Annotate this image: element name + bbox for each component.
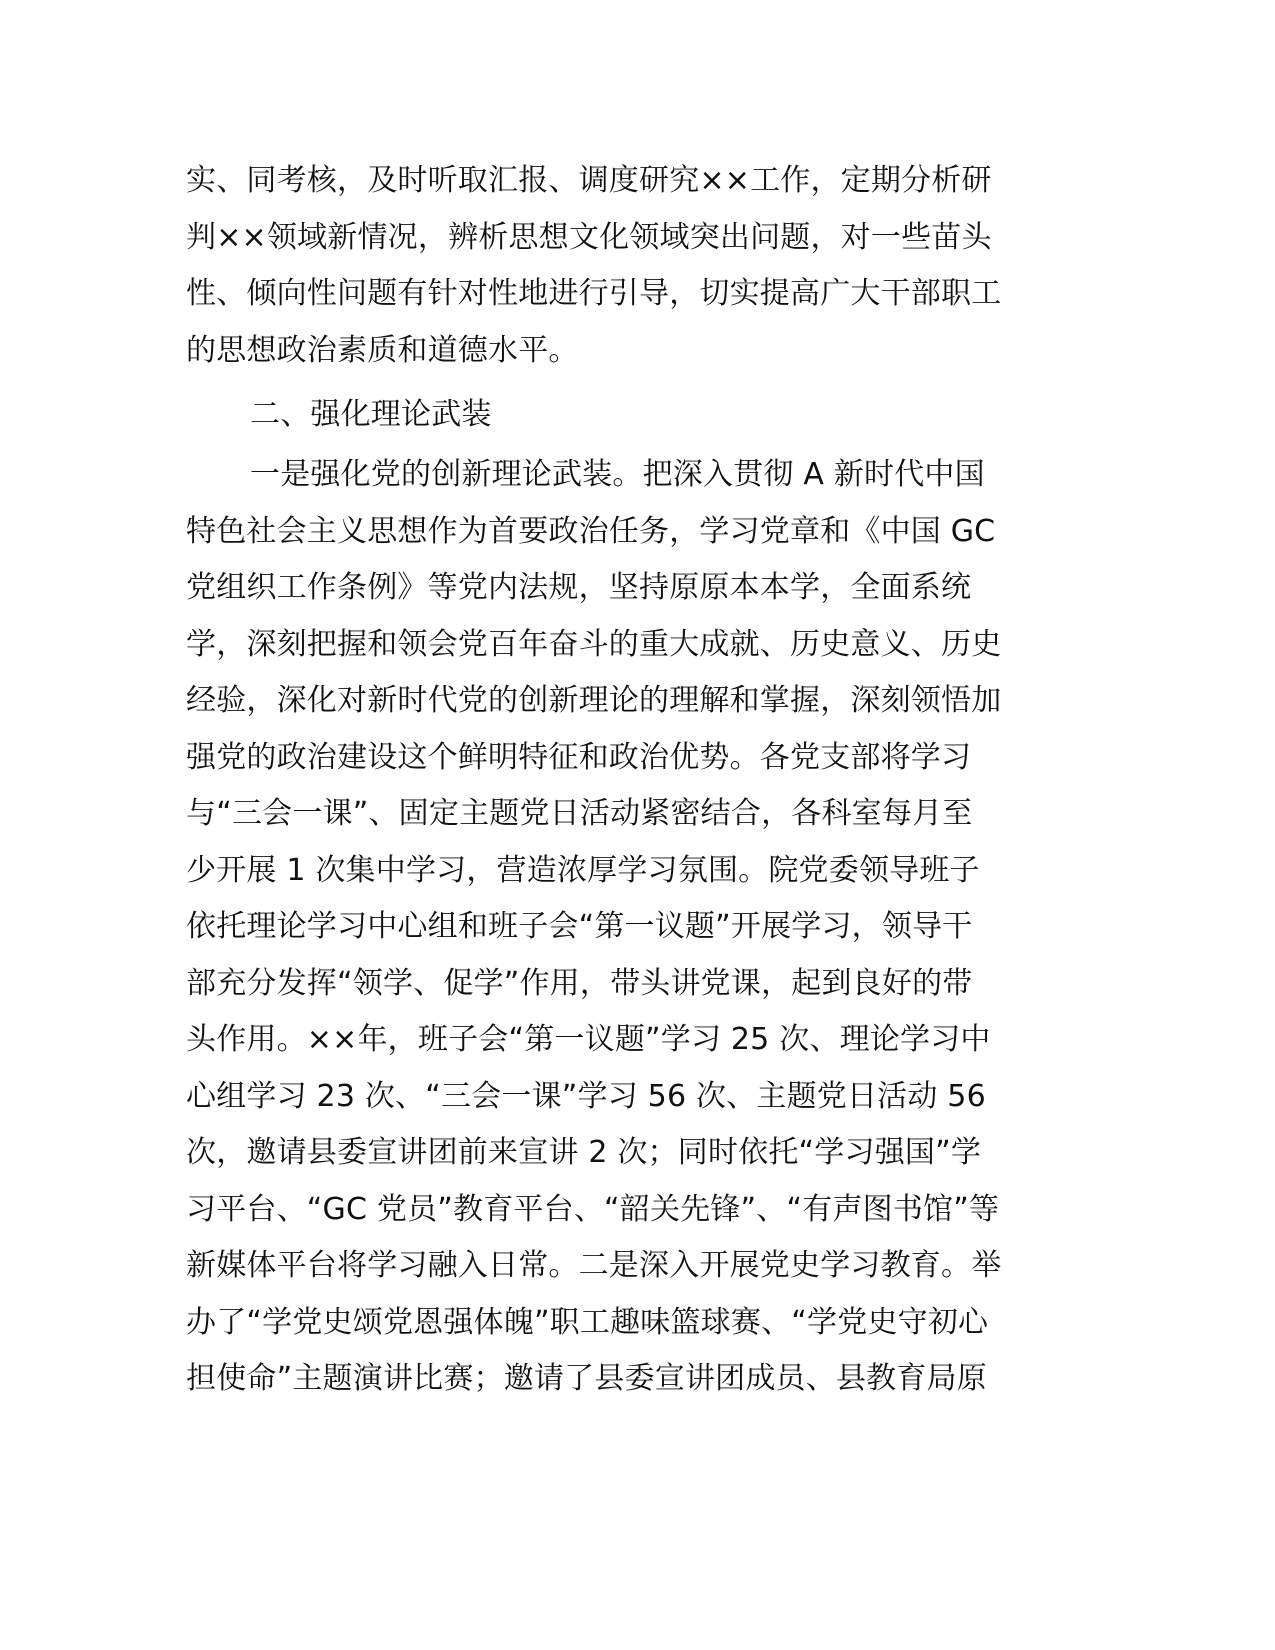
text-line: 依托理论学习中心组和班子会“第一议题”开展学习，领导干 [186, 909, 973, 944]
text-line: 习平台、“GC 党员”教育平台、“韶关先锋”、“有声图书馆”等 [186, 1191, 1000, 1227]
text-line: 经验，深化对新时代党的创新理论的理解和掌握，深刻领悟加 [186, 683, 1002, 718]
document-body [186, 153, 1090, 1408]
section-heading: 二、强化理论武装 [250, 397, 492, 432]
text-line: 担使命”主题演讲比赛；邀请了县委宣讲团成员、县教育局原 [186, 1361, 987, 1396]
text-line: 强党的政治建设这个鲜明特征和政治优势。各党支部将学习 [186, 739, 972, 775]
paragraph-2 [186, 447, 1090, 1408]
text-line: 实、同考核，及时听取汇报、调度研究××工作，定期分析研 [186, 163, 992, 198]
paragraph-1 [186, 153, 1090, 379]
text-line: 头作用。××年，班子会“第一议题”学习 25 次、理论学习中 [186, 1022, 991, 1057]
text-line: 心组学习 23 次、“三会一课”学习 56 次、主题党日活动 56 [186, 1078, 986, 1114]
text-line: 性、倾向性问题有针对性地进行引导，切实提高广大干部职工 [186, 276, 1002, 311]
text-line: 学，深刻把握和领会党百年奋斗的重大成就、历史意义、历史 [186, 626, 1002, 662]
text-line: 的思想政治素质和道德水平。 [186, 332, 579, 368]
text-line: 与“三会一课”、固定主题党日活动紧密结合，各科室每月至 [186, 796, 973, 831]
text-line: 党组织工作条例》等党内法规，坚持原原本本学，全面系统 [186, 570, 972, 605]
text-line: 次，邀请县委宣讲团前来宣讲 2 次；同时依托“学习强国”学 [186, 1135, 982, 1170]
text-line: 新媒体平台将学习融入日常。二是深入开展党史学习教育。举 [186, 1248, 1002, 1283]
text-line: 部充分发挥“领学、促学”作用，带头讲党课，起到良好的带 [186, 965, 973, 1001]
text-line: 少开展 1 次集中学习，营造浓厚学习氛围。院党委领导班子 [186, 852, 980, 888]
text-line: 判××领域新情况，辨析思想文化领域突出问题，对一些苗头 [186, 219, 992, 255]
text-line: 办了“学党史颂党恩强体魄”职工趣味篮球赛、“学党史守初心 [186, 1304, 989, 1340]
text-line: 特色社会主义思想作为首要政治任务，学习党章和《中国 GC [186, 513, 996, 549]
text-line: 一是强化党的创新理论武装。把深入贯彻 A 新时代中国 [250, 457, 985, 492]
